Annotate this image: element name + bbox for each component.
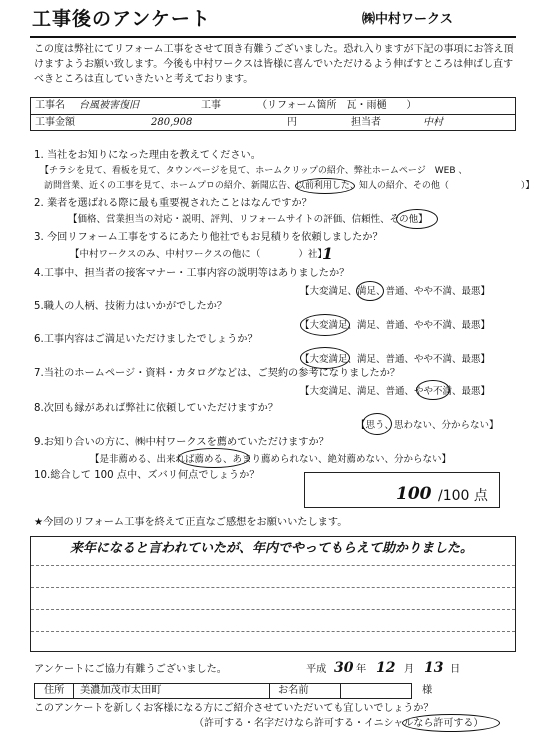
date-year: 30 bbox=[334, 660, 354, 676]
project-info-box bbox=[30, 97, 516, 131]
answer-circle-q7 bbox=[416, 380, 450, 400]
month-unit: 月 bbox=[404, 664, 415, 675]
question-6: 6.工事内容はご満足いただけましたでしょうか？ bbox=[34, 334, 258, 345]
address-value: 美濃加茂市太田町 bbox=[80, 685, 162, 696]
question-7: 7.当社のホームページ・資料・カタログなどは、ご契約の参考になりましたか？ bbox=[34, 368, 401, 379]
score-value: 100 bbox=[396, 484, 432, 504]
reform-location: （リフォーム箇所 瓦・雨樋 ） bbox=[257, 100, 417, 111]
question-5: 5.職人の人柄、技術力はいかがでしたか？ bbox=[34, 301, 228, 312]
project-name: 台風被害復旧 bbox=[79, 100, 139, 111]
question-3-options: 【中村ワークスのみ、中村ワークスの他に（ ）社】 bbox=[70, 249, 327, 260]
question-5-options: 【大変満足、満足、普通、やや不満、最悪】 bbox=[300, 320, 491, 331]
addr-divider bbox=[269, 684, 270, 698]
date-month: 12 bbox=[376, 660, 396, 676]
staff-label: 担当者 bbox=[351, 117, 381, 128]
question-2: 2. 業者を選ばれる際に最も重要視されたことはなんですか？ bbox=[34, 198, 312, 209]
answer-circle-q9 bbox=[178, 448, 250, 468]
permission-question: このアンケートを新しくお客様になる方にご紹介させていただいても宜しいでしょうか？ bbox=[34, 703, 434, 714]
answer-circle-q5 bbox=[300, 314, 350, 336]
name-honorific: 様 bbox=[422, 685, 433, 696]
score-max: /100 点 bbox=[438, 488, 488, 504]
info-divider bbox=[31, 114, 515, 115]
comment-line bbox=[31, 587, 515, 588]
answer-circle-q4 bbox=[356, 281, 384, 301]
title-divider bbox=[30, 36, 516, 38]
page-title: 工事後のアンケート bbox=[32, 8, 211, 30]
answer-circle-q8 bbox=[362, 413, 392, 435]
other-company-count: 1 bbox=[322, 244, 334, 263]
question-10: 10.総合して 100 点中、ズバリ何点でしょうか？ bbox=[34, 470, 260, 481]
name-field bbox=[340, 683, 412, 699]
staff-name: 中村 bbox=[423, 117, 443, 128]
comment-line bbox=[31, 565, 515, 566]
question-8: 8.次回も縁があれば弊社に依頼していただけますか？ bbox=[34, 403, 279, 414]
answer-circle-q2 bbox=[396, 209, 438, 229]
amount-value: 280,908 bbox=[151, 117, 193, 128]
comment-line bbox=[31, 609, 515, 610]
question-4-options: 【大変満足、満足、普通、やや不満、最悪】 bbox=[300, 286, 491, 297]
year-unit: 年 bbox=[356, 664, 367, 675]
address-label: 住所 bbox=[44, 685, 65, 696]
answer-circle-q6 bbox=[300, 347, 350, 369]
comment-line bbox=[31, 631, 515, 632]
question-4: 4.工事中、担当者の接客マナー・工事内容の説明等はありましたか？ bbox=[34, 268, 350, 279]
comment-prompt: ★今回のリフォーム工事を終えて正直なご感想をお願いいたします。 bbox=[34, 517, 348, 528]
permission-options: （許可する・名字だけなら許可する・イニシャルなら許可する） bbox=[194, 718, 484, 729]
intro-text: この度は弊社にてリフォーム工事をさせて頂き有難うございました。恐れ入りますが下記の事項にお答え頂けますようお願い致します。今後も中村ワークスは皆様に喜んでいただけるよう伸ばすところは伸ばし直すべきところは直していきたいと考えております。 bbox=[34, 44, 514, 85]
day-unit: 日 bbox=[450, 664, 461, 675]
addr-divider bbox=[73, 684, 74, 698]
comment-text: 来年になると言われていたが、年内でやってもらえて助かりました。 bbox=[70, 541, 474, 556]
question-9: 9.お知り合いの方に、㈱中村ワークスを薦めていただけますか？ bbox=[34, 437, 329, 448]
question-7-options: 【大変満足、満足、普通、やや不満、最悪】 bbox=[300, 386, 491, 397]
question-1-options-b: 訪問営業、近くの工事を見て、ホームプロの紹介、新聞広告、以前利用した、知人の紹介、その他（ ）】 bbox=[44, 181, 535, 191]
question-8-options: 【思う、思わない、分からない】 bbox=[356, 420, 499, 431]
question-6-options: 【大変満足、満足、普通、やや不満、最悪】 bbox=[300, 354, 491, 365]
date-era: 平成 bbox=[306, 664, 327, 675]
project-suffix: 工事 bbox=[201, 100, 221, 111]
question-1-options-a: 【チラシを見て、看板を見て、タウンページを見て、ホームクリップの紹介、弊社ホームページ WEB 、 bbox=[40, 166, 468, 176]
question-3: 3. 今回リフォーム工事をするにあたり他社でもお見積りを依頼しましたか？ bbox=[34, 232, 383, 243]
name-label: お名前 bbox=[278, 685, 309, 696]
question-1: 1. 当社をお知りになった理由を教えてください。 bbox=[34, 150, 261, 161]
company-name: ㈱中村ワークス bbox=[362, 12, 453, 27]
project-label: 工事名 bbox=[35, 100, 65, 111]
answer-circle-q1 bbox=[295, 178, 355, 194]
date-day: 13 bbox=[424, 660, 444, 676]
question-9-options: 【是非薦める、出来れば薦める、あまり薦められない、絶対薦めない、分からない】 bbox=[90, 454, 452, 465]
thanks-text: アンケートにご協力有難うございました。 bbox=[34, 664, 227, 675]
answer-circle-permission bbox=[402, 714, 500, 732]
question-2-options: 【価格、営業担当の対応・説明、評判、リフォームサイトの評価、信頼性、その他】 bbox=[68, 214, 428, 225]
amount-label: 工事金額 bbox=[35, 117, 75, 128]
yen-label: 円 bbox=[287, 117, 297, 128]
